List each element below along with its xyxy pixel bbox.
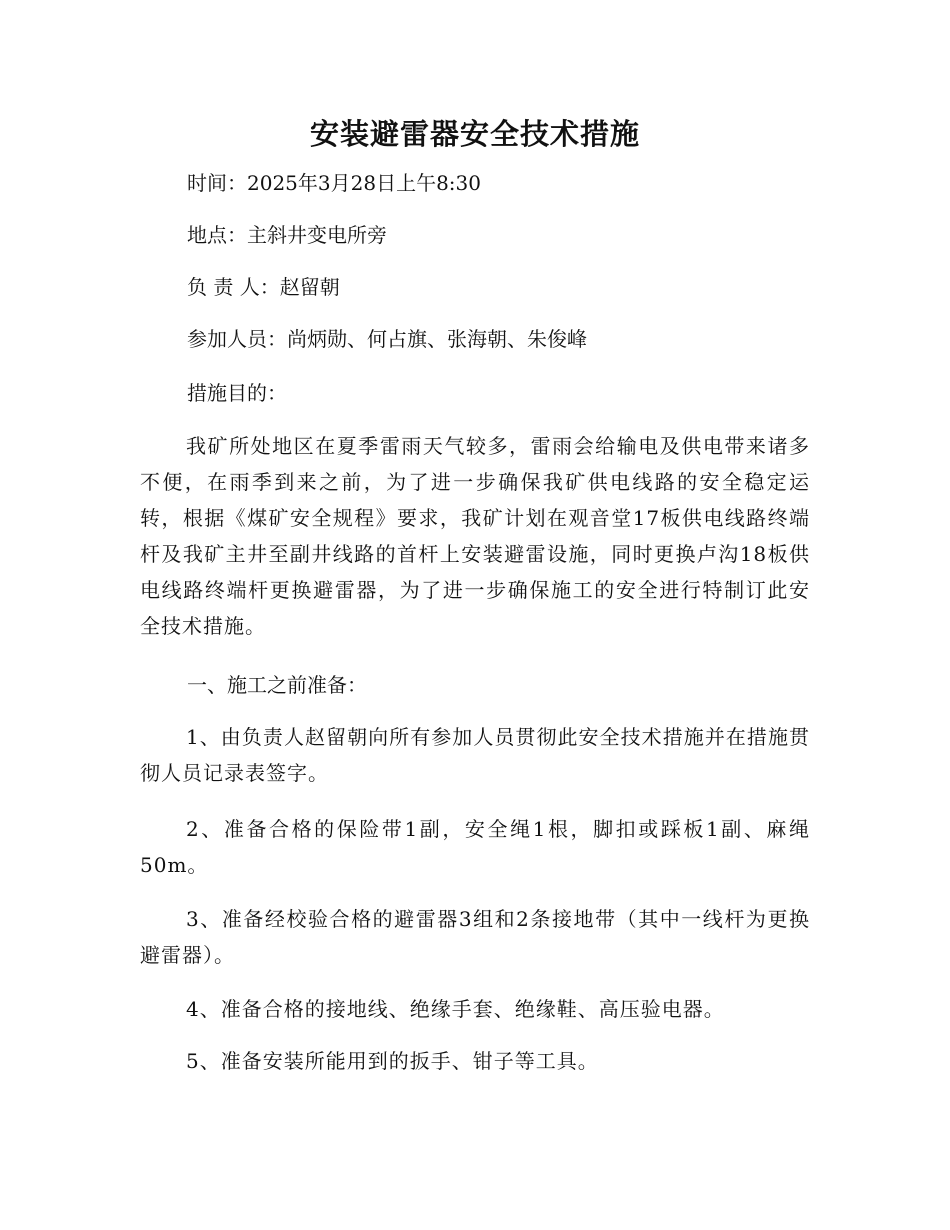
purpose-paragraph: 我矿所处地区在夏季雷雨天气较多，雷雨会给输电及供电带来诸多不便，在雨季到来之前，为了进一步确保我矿供电线路的安全稳定运转，根据《煤矿安全规程》要求，我矿计划在观音堂17板供电线路终端杆及我矿主井至副井线路的首杆上安装避雷设施，同时更换卢沟18板供电线路终端杆更换避雷器，为了进一步确保施工的安全进行特制订此安全技术措施。 [140,434,810,638]
time-line: 时间：2025年3月28日上午8:30 [187,171,481,195]
section-heading: 一、施工之前准备： [187,673,367,697]
location-line: 地点：主斜井变电所旁 [187,223,387,247]
list-item: 3、准备经校验合格的避雷器3组和2条接地带（其中一线杆为更换避雷器）。 [140,907,810,967]
list-item: 1、由负责人赵留朝向所有参加人员贯彻此安全技术措施并在措施贯彻人员记录表签字。 [140,725,810,785]
document-title: 安装避雷器安全技术措施 [309,117,640,151]
list-item: 5、准备安装所能用到的扳手、钳子等工具。 [186,1049,599,1073]
purpose-heading: 措施目的： [187,381,287,405]
person-in-charge-line: 负 责 人：赵留朝 [187,275,340,299]
participants-line: 参加人员：尚炳勋、何占旗、张海朝、朱俊峰 [187,327,587,351]
list-item: 4、准备合格的接地线、绝缘手套、绝缘鞋、高压验电器。 [186,997,725,1021]
list-item: 2、准备合格的保险带1副，安全绳1根，脚扣或踩板1副、麻绳50m。 [140,817,810,877]
